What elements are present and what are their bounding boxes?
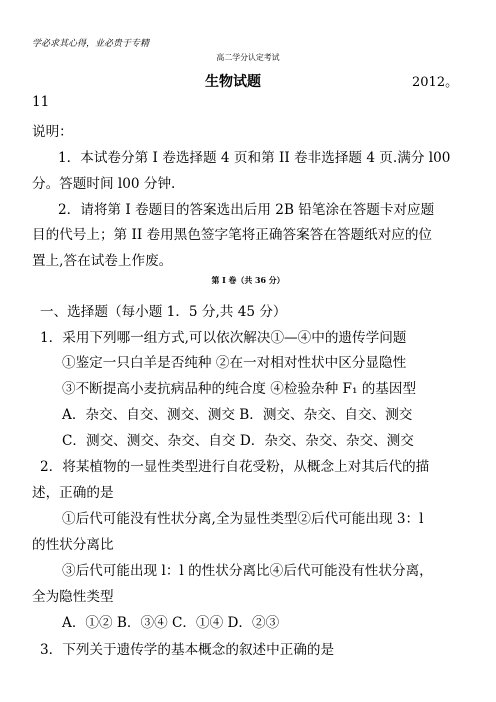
watermark-motto: 学必求其心得，业必贵于专精 [32,39,150,49]
question-2-stem-line-1: 2．将某植物的一显性类型进行自花受粉，从概念上对其后代的描 [40,459,430,475]
instruction-1-line-2: 分。答题时间 l00 分钟. [32,176,176,192]
exam-subtitle: 高二学分认定考试 [216,53,280,62]
question-3-stem: 3．下列关于遗传学的基本概念的叙述中正确的是 [40,642,335,658]
question-1-line-2: ①鉴定一只白羊是否纯种 ②在一对相对性状中区分显隐性 [62,355,407,371]
question-1-line-3: ③不断提高小麦抗病品种的纯合度 ④检验杂种 F₁ 的基因型 [62,381,417,397]
exam-year: 2012。 [412,75,459,90]
question-1-stem: 1．采用下列哪一组方式,可以依次解决①—④中的遗传学问题 [40,330,407,346]
instruction-2-line-2: 目的代号上；第 II 卷用黑色签字笔将正确答案答在答题纸对应的位 [32,227,433,243]
question-1-options-ab: A．杂交、自交、测交、测交 B．测交、杂交、自交、测交 [62,407,413,423]
question-2-option-line-4: 全为隐性类型 [32,589,114,605]
instruction-2-line-3: 置上,答在试卷上作废。 [32,253,173,269]
exam-title: 生物试题 [205,74,261,90]
part-1-heading: 一、选择题（每小题 1．5 分,共 45 分） [40,304,287,320]
section-1-heading: 第 I 卷（共 36 分） [211,276,285,285]
question-2-choices: A．①② B．③④ C．①④ D．②③ [62,615,280,631]
instructions-heading: 说明： [32,124,73,140]
instruction-2-line-1: 2．请将第 I 卷题目的答案选出后用 2B 铅笔涂在答题卡对应题 [58,202,435,218]
question-2-option-line-1: ①后代可能没有性状分离,全为显性类型②后代可能出现 3：l [62,511,424,527]
question-1-options-cd: C．测交、测交、杂交、自交 D．杂交、杂交、杂交、测交 [62,433,414,449]
exam-month: 11 [32,94,50,110]
question-2-option-line-2: 的性状分离比 [32,537,114,553]
question-2-option-line-3: ③后代可能出现 l：l 的性状分离比④后代可能没有性状分离， [62,563,433,579]
question-2-stem-line-2: 述，正确的是 [32,485,114,501]
instruction-1-line-1: 1．本试卷分第 I 卷选择题 4 页和第 II 卷非选择题 4 页.满分 l00 [58,150,451,166]
